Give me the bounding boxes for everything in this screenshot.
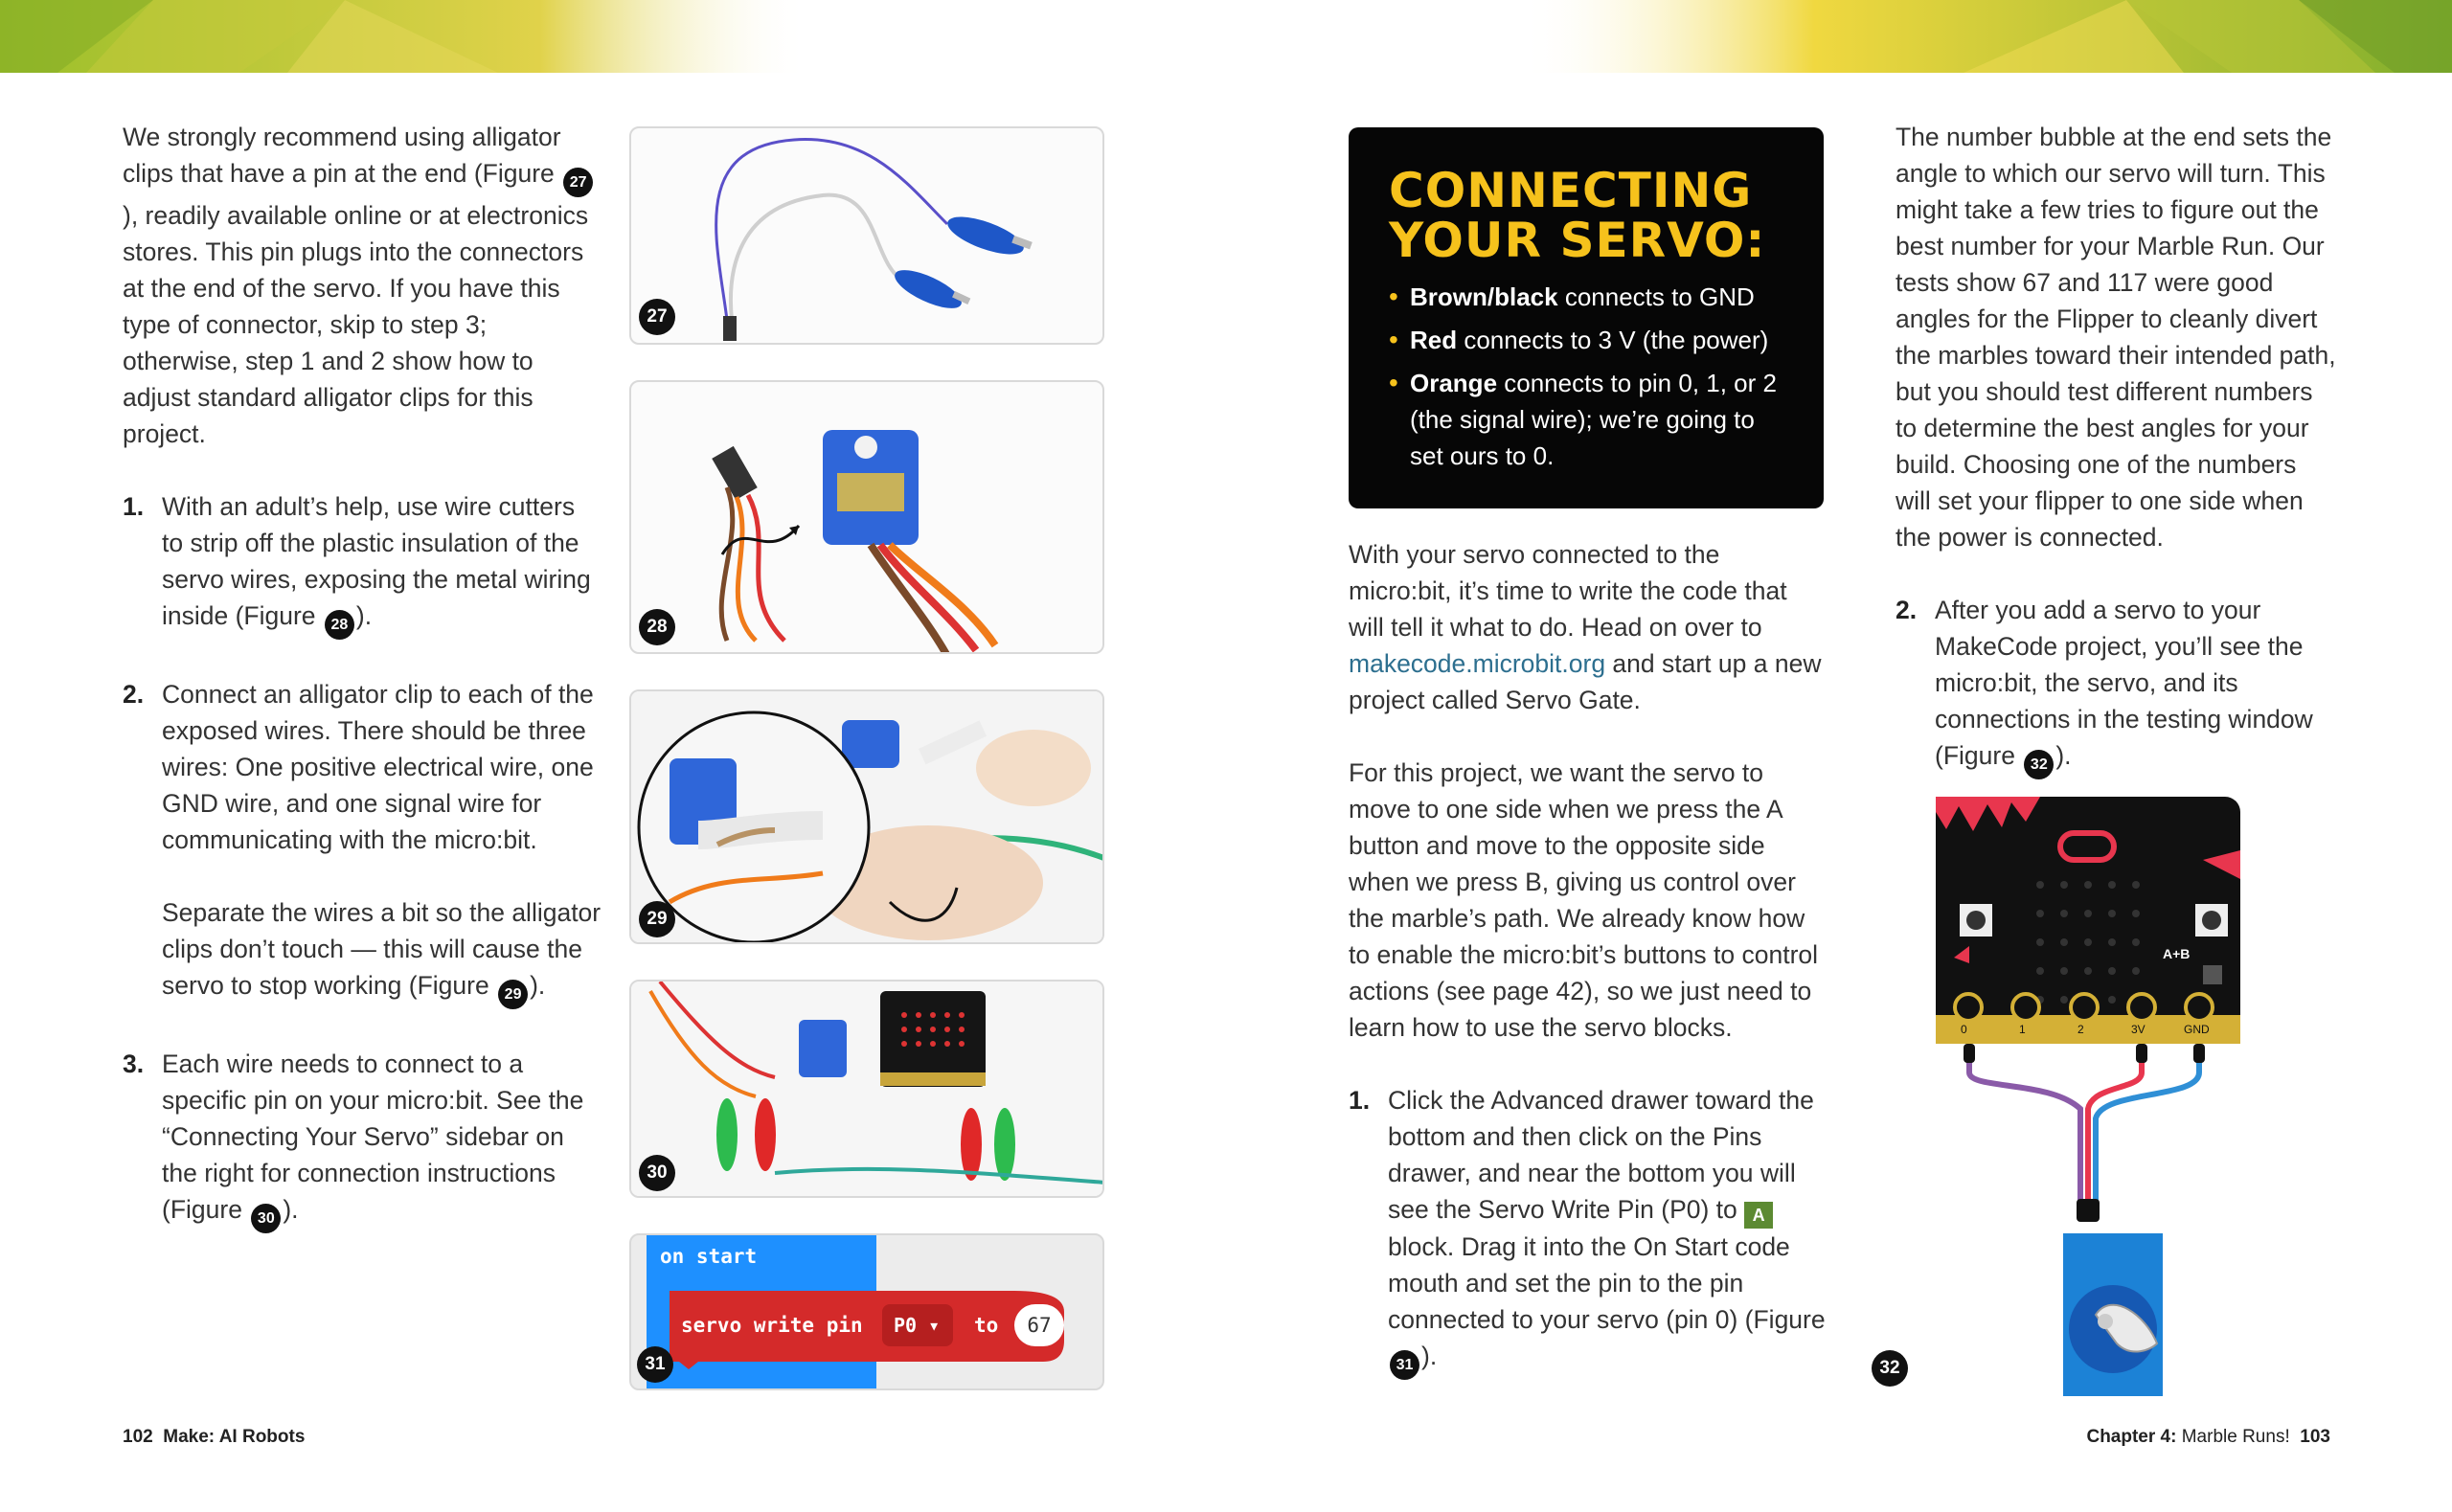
figure-28-stripped-wires <box>629 380 1104 654</box>
step-3: 3. Each wire needs to connect to a specific pin on your micro:bit. See the “Connecting Your Servo” sidebar on the right for connection instructions (Figure 30 ). <box>123 1046 602 1233</box>
step-2: 2. Connect an alligator clip to each of the exposed wires. There should be three wires: One positive electrical wire, one GND wire, and one signal wire for communicating with the micro:bit. Separate the wires a bit so the alligator clips don’t touch — this will cause the servo to stop working (Figure 29 ). <box>123 676 602 1009</box>
connecting-servo-sidebar <box>1349 127 1824 508</box>
wire-item-red: • Red connects to 3 V (the power) <box>1389 322 1783 358</box>
pin-label-gnd: GND <box>2184 1023 2210 1036</box>
right-text-column <box>1896 119 2336 816</box>
figure-ref-32: 32 <box>2024 750 2054 779</box>
figure-ref-27: 27 <box>563 168 593 197</box>
project-goal-paragraph: For this project, we want the servo to move to one side when we press the A button and move to the opposite side when we press B, giving us control over the marble’s path. We already know how to enable the micro:bit’s buttons to control actions (see page 42), so we just need to learn how to use the servo blocks. <box>1349 758 1819 1042</box>
makecode-link[interactable]: makecode.microbit.org <box>1349 649 1606 678</box>
on-start-hat: on start <box>660 1245 758 1268</box>
figure-number-29: 29 <box>639 901 675 937</box>
footer-left: 102 Make: AI Robots <box>123 1427 306 1447</box>
intro-paragraph: We strongly recommend using alligator clips that have a pin at the end (Figure 27), readily available online or at electronics stores. This pin plugs into the connectors at the end of the servo. If you have this type of connector, skip to step 3; otherwise, step 1 and 2 show how to adjust standard alligator clips for this project. <box>123 119 602 452</box>
microbit-connected-photo <box>631 982 1104 1198</box>
middle-text-column <box>1349 536 1828 1416</box>
left-text-column <box>123 119 602 1270</box>
intro-makecode-paragraph: With your servo connected to the micro:bit, it’s time to write the code that will tell it what to do. Head on over to makecode.microbit.org and start up a new project called Servo Gate. <box>1349 540 1822 714</box>
angle-value: 67 <box>1027 1314 1052 1337</box>
figure-ref-28: 28 <box>325 610 354 640</box>
microbit-simulator-illustration <box>1858 793 2356 1396</box>
servo-write-pin-label: servo write pin <box>681 1314 863 1337</box>
figure-number-27: 27 <box>639 299 675 335</box>
figure-31-code-block <box>629 1233 1104 1390</box>
servo-wires-photo <box>631 382 1104 654</box>
figure-number-31: 31 <box>637 1346 673 1383</box>
figure-29-clip-attach <box>629 689 1104 944</box>
wire-item-brown: • Brown/black connects to GND <box>1389 279 1783 315</box>
figure-30-microbit-connected <box>629 980 1104 1198</box>
figure-32-simulator <box>1858 793 2356 1396</box>
pin-label-2: 2 <box>2077 1023 2084 1036</box>
figure-number-28: 28 <box>639 609 675 645</box>
pin-label-0: 0 <box>1961 1023 1967 1036</box>
footer-right: Chapter 4: Marble Runs! 103 <box>2086 1427 2330 1447</box>
pin-dropdown: P0 ▾ <box>894 1314 941 1337</box>
servo-block-badge: A <box>1744 1202 1773 1229</box>
figure-number-32: 32 <box>1872 1350 1908 1387</box>
figure-ref-29: 29 <box>498 980 528 1009</box>
alligator-clip-photo <box>631 128 1104 345</box>
step-1: 1. With an adult’s help, use wire cutters to strip off the plastic insulation of the servo wires, exposing the metal wiring inside (Figure 28 ). <box>123 488 602 640</box>
step-2-note: Separate the wires a bit so the alligator clips don’t touch — this will cause the servo to stop working (Figure 29 ). <box>162 894 602 1009</box>
ab-button-label: A+B <box>2163 946 2191 961</box>
wire-list <box>1389 279 1783 474</box>
angle-paragraph: The number bubble at the end sets the angle to which our servo will turn. This might take a few tries to figure out the best number for your Marble Run. Our tests show 67 and 117 were good angles for the Flipper to cleanly divert the marbles toward their intended path, but you should test different numbers to determine the best angles for your build. Choosing one of the numbers will set your flipper to one side when the power is connected. <box>1896 123 2336 552</box>
pin-label-3v: 3V <box>2131 1023 2146 1036</box>
sidebar-title: CONNECTING YOUR SERVO: <box>1389 163 1766 268</box>
figure-ref-31: 31 <box>1390 1350 1419 1380</box>
top-banner <box>0 0 2452 73</box>
figure-27-alligator-clips <box>629 126 1104 345</box>
figure-number-30: 30 <box>639 1155 675 1191</box>
code-step-1: 1. Click the Advanced drawer toward the bottom and then click on the Pins drawer, and near the bottom you will see the Servo Write Pin (P0) to A block. Drag it into the On Start code mouth and set the pin to the pin connected to your servo (pin 0) (Figure 31 ). <box>1349 1082 1828 1380</box>
code-step-2: 2. After you add a servo to your MakeCode project, you’ll see the micro:bit, the servo, and its connections in the testing window (Figure 32 ). <box>1896 592 2336 779</box>
pin-label-1: 1 <box>2019 1023 2026 1036</box>
figure-ref-30: 30 <box>251 1204 281 1233</box>
clip-attach-photo <box>631 691 1104 944</box>
wire-item-orange: • Orange connects to pin 0, 1, or 2 (the signal wire); we’re going to set ours to 0. <box>1389 365 1783 474</box>
to-label: to <box>974 1314 999 1337</box>
